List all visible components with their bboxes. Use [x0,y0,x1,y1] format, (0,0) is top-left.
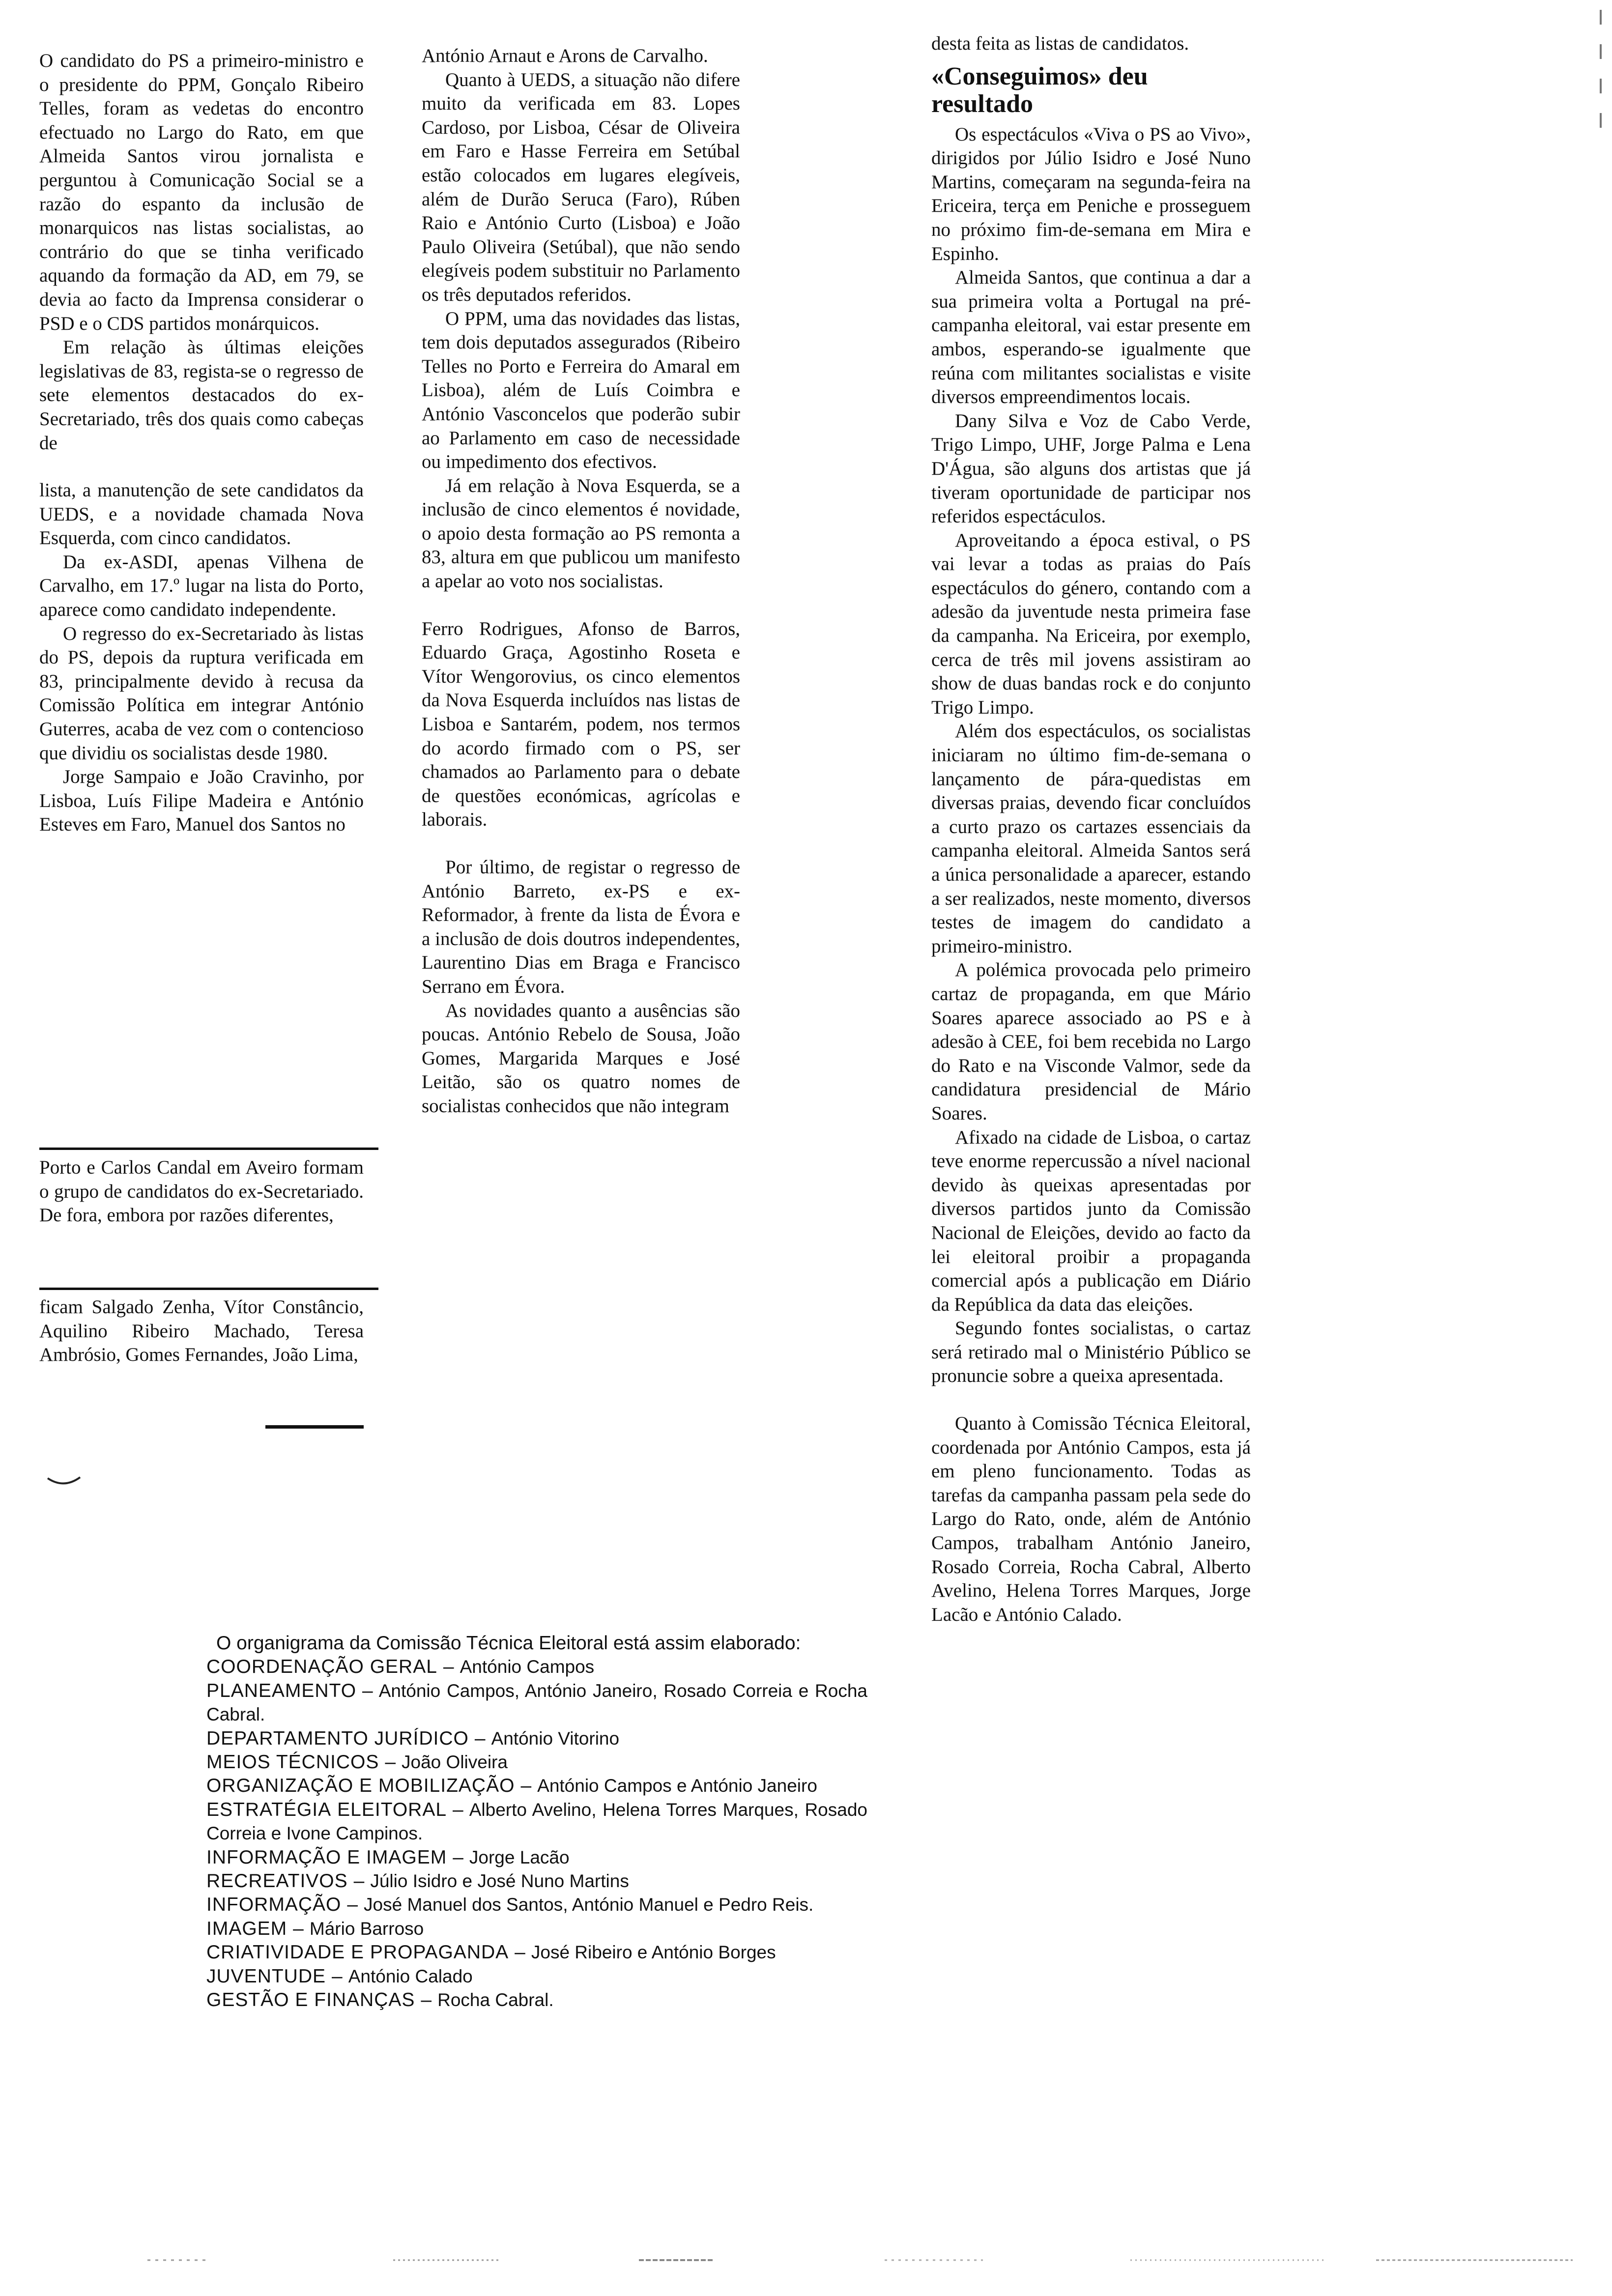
box-bottom-rule [39,1288,378,1290]
organigram-separator: – [515,1942,525,1963]
paragraph: Segundo fontes socialistas, o cartaz será retirado mal o Ministério Público se pronuncie sobre a queixa apresentada. [931,1318,1251,1387]
organigram-department: MEIOS TÉCNICOS [206,1751,379,1773]
organigram-entry [206,1798,867,1846]
paragraph: Por último, de registar o regresso de António Barreto, ex-PS e ex-Reformador, à frente da lista de Évora e a inclusão de dois doutros independentes, Laurentino Dias em Braga e Francisco Serrano em Évora. [422,857,740,997]
paragraph: Ferro Rodrigues, Afonso de Barros, Eduardo Graça, Agostinho Roseta e Vítor Wengorovius, os cinco elementos da Nova Esquerda incluídos nas listas de Lisboa e Santarém, podem, nos termos do acordo firmado com o PS, ser chamados ao Parlamento para o debate de questões económicas, agrícolas e laborais. [422,618,740,831]
organigram-entry [206,1893,867,1917]
organigram-department: INFORMAÇÃO [206,1894,342,1916]
organigram-department: JUVENTUDE [206,1965,326,1987]
organigram-separator: – [353,1870,365,1892]
organigram-names: Rocha Cabral. [437,1990,554,2010]
organigram-separator: – [347,1894,358,1916]
continued-text [39,1295,364,1367]
organigram-names: Alberto Avelino, Helena Torres Marques, Rosado Correia e Ivone Campinos. [206,1799,867,1844]
paragraph: Quanto à Comissão Técnica Eleitoral, coordenada por António Campos, esta já em pleno funcionamento. Todas as tarefas da campanha passam pela sede do Largo do Rato, onde, além de António Campos, trabalham António Janeiro, Rosado Correia, Rocha Cabral, Alberto Avelino, Helena Torres Marques, Jorge Lacão e António Calado. [931,1413,1251,1625]
organigram-department: RECREATIVOS [206,1870,348,1892]
paragraph: O PPM, uma das novidades das listas, tem dois deputados assegurados (Ribeiro Telles no Porto e Ferreira do Amaral em Lisboa), além de Luís Coimbra e António Vasconcelos que poderão subir ao Parlamento em caso de necessidade ou impedimento dos efectivos. [422,308,740,473]
organigram-separator: – [421,1989,432,2011]
organigram-department: PLANEAMENTO [206,1680,357,1701]
organigram-names: José Manuel dos Santos, António Manuel e Pedro Reis. [364,1894,814,1915]
article-column-3 [931,32,1251,1627]
organigram-names: Jorge Lacão [469,1847,570,1867]
paragraph: Os espectáculos «Viva o PS ao Vivo», dirigidos por Júlio Isidro e José Nuno Martins, começaram na segunda-feira na Ericeira, terça em Peniche e prosseguem no próximo fim-de-semana em Mira e Espinho. [931,123,1251,264]
paragraph: Já em relação à Nova Esquerda, se a inclusão de cinco elementos é novidade, o apoio desta formação ao PS remonta a 83, altura em que publicou um manifesto a apelar ao voto nos socialistas. [422,475,740,592]
organigram-intro: O organigrama da Comissão Técnica Eleitoral está assim elaborado: [216,1633,801,1654]
paragraph: António Arnaut e Arons de Carvalho. [422,45,708,66]
organigram-entry [206,1774,867,1798]
organigram [206,1632,867,2012]
organigram-separator: – [443,1656,454,1678]
paragraph: As novidades quanto a ausências são poucas. António Rebelo de Sousa, João Gomes, Margarida Marques e José Leitão, são os quatro nomes de socialistas conhecidos que não integram [422,1000,740,1117]
organigram-names: António Vitorino [491,1728,620,1749]
organigram-separator: – [453,1846,463,1868]
organigram-entry [206,1679,867,1727]
organigram-names: António Calado [348,1966,473,1986]
paragraph: Dany Silva e Voz de Cabo Verde, Trigo Limpo, UHF, Jorge Palma e Lena D'Água, são alguns dos artistas que já tiveram oportunidade de participar nos referidos espectáculos. [931,410,1251,527]
organigram-entry [206,1751,867,1774]
paragraph: O candidato do PS a primeiro-ministro e o presidente do PPM, Gonçalo Ribeiro Telles, foram as vedetas do encontro efectuado no Largo do Rato, em que Almeida Santos virou jornalista e perguntou à Comunicação Social se a razão do espanto da inclusão de monarquicos nas listas socialistas, ao contrário do que se tinha verificado aquando da formação da AD, em 79, se devia ao facto da Imprensa considerar o PSD e o CDS partidos monárquicos. [39,50,364,334]
organigram-entries [206,1655,867,2012]
organigram-entry [206,1941,867,1964]
organigram-department: INFORMAÇÃO E IMAGEM [206,1846,447,1868]
paragraph: Quanto à UEDS, a situação não difere muito da verificada em 83. Lopes Cardoso, por Lisboa, César de Oliveira em Faro e Hasse Ferreira em Setúbal estão colocados em lugares elegíveis, além de Durão Seruca (Faro), Rúben Raio e António Curto (Lisboa) e João Paulo Oliveira (Setúbal), que não sendo elegíveis podem substituir no Parlamento os três deputados referidos. [422,69,740,305]
organigram-separator: – [293,1918,304,1939]
paragraph: Jorge Sampaio e João Cravinho, por Lisboa, Luís Filipe Madeira e António Esteves em Faro, Manuel dos Santos no [39,766,364,835]
organigram-separator: – [332,1965,343,1987]
paragraph: Além dos espectáculos, os socialistas iniciaram no último fim-de-semana o lançamento de pára-quedistas em diversas praias, devendo ficar concluídos a curto prazo os cartazes essenciais da campanha eleitoral. Almeida Santos será a única personalidade a aparecer, estando a ser realizados, neste momento, diversos testes de imagem do candidato a primeiro-ministro. [931,720,1251,957]
scan-curl-mark [47,1474,81,1489]
article-column-1 [39,49,364,837]
paragraph: Em relação às últimas eleições legislativas de 83, regista-se o regresso de sete elementos destacados do ex-Secretariado, três dos quais como cabeças de [39,337,364,454]
paragraph: Porto e Carlos Candal em Aveiro formam o grupo de candidatos do ex-Secretariado. De fora, embora por razões diferentes, [39,1157,364,1226]
scan-bottom-noise [147,2258,1597,2262]
organigram-names: Mário Barroso [309,1918,424,1939]
boxed-text [39,1156,364,1228]
organigram-department: CRIATIVIDADE E PROPAGANDA [206,1942,509,1963]
paragraph: ficam Salgado Zenha, Vítor Constâncio, Aquilino Ribeiro Machado, Teresa Ambrósio, Gomes Fernandes, João Lima, [39,1296,364,1366]
paragraph: Almeida Santos, que continua a dar a sua primeira volta a Portugal na pré-campanha eleitoral, vai estar presente em ambos, esperando-se igualmente que reúna com militantes socialistas e visite diversos empreendimentos locais. [931,267,1251,408]
organigram-department: DEPARTAMENTO JURÍDICO [206,1727,469,1749]
organigram-department: ORGANIZAÇÃO E MOBILIZAÇÃO [206,1775,515,1797]
organigram-names: António Campos [460,1657,595,1677]
organigram-separator: – [520,1775,532,1797]
organigram-names: António Campos e António Janeiro [537,1776,817,1796]
organigram-names: João Oliveira [402,1752,508,1773]
organigram-department: IMAGEM [206,1918,288,1939]
organigram-entry [206,1727,867,1751]
organigram-separator: – [474,1727,486,1749]
organigram-entry [206,1965,867,1988]
paragraph: Da ex-ASDI, apenas Vilhena de Carvalho, em 17.º lugar na lista do Porto, aparece como candidato independente. [39,551,364,621]
box-top-rule [39,1148,378,1150]
organigram-entry [206,1917,867,1941]
paragraph: A polémica provocada pelo primeiro cartaz de propaganda, em que Mário Soares aparece associado ao PS e à adesão à CEE, foi bem recebida no Largo do Rato e na Visconde Valmor, sede da candidatura presidencial de Mário Soares. [931,959,1251,1124]
organigram-department: GESTÃO E FINANÇAS [206,1989,415,2011]
organigram-separator: – [362,1680,373,1701]
paragraph: desta feita as listas de candidatos. [931,33,1189,54]
section-subhead: «Conseguimos» deu resultado [931,62,1148,118]
paragraph: Afixado na cidade de Lisboa, o cartaz teve enorme repercussão a nível nacional devido às queixas apresentadas por diversos partidos junto da Comissão Nacional de Eleições, devido ao facto da lei eleitoral proibir a propaganda comercial após a publicação em Diário da República da data das eleições. [931,1126,1251,1315]
paragraph: Aproveitando a época estival, o PS vai levar a todas as praias do País espectáculos do género, contando com a adesão da juventude nesta primeira fase da campanha. Na Ericeira, por exemplo, cerca de três mil jovens assistiram ao show de duas bandas rock e do conjunto Trigo Limpo. [931,529,1251,718]
organigram-separator: – [385,1751,396,1773]
article-column-2 [422,44,740,1119]
organigram-entry [206,1988,867,2012]
organigram-names: Júlio Isidro e José Nuno Martins [370,1871,629,1892]
organigram-entry [206,1869,867,1893]
organigram-entry [206,1655,867,1679]
organigram-entry [206,1846,867,1869]
scan-edge-marks [1600,10,1603,138]
paragraph: O regresso do ex-Secretariado às listas do PS, depois da ruptura verificada em 83, principalmente devido à recusa da Comissão Política em integrar António Guterres, acaba de vez com o contencioso que dividiu os socialistas desde 1980. [39,623,364,764]
organigram-department: ESTRATÉGIA ELEITORAL [206,1799,447,1820]
end-rule [265,1425,364,1429]
organigram-names: António Campos, António Janeiro, Rosado Correia e Rocha Cabral. [206,1680,867,1725]
organigram-department: COORDENAÇÃO GERAL [206,1656,437,1678]
organigram-names: José Ribeiro e António Borges [531,1942,776,1963]
organigram-separator: – [453,1799,463,1820]
paragraph: lista, a manutenção de sete candidatos da UEDS, e a novidade chamada Nova Esquerda, com cinco candidatos. [39,480,364,549]
